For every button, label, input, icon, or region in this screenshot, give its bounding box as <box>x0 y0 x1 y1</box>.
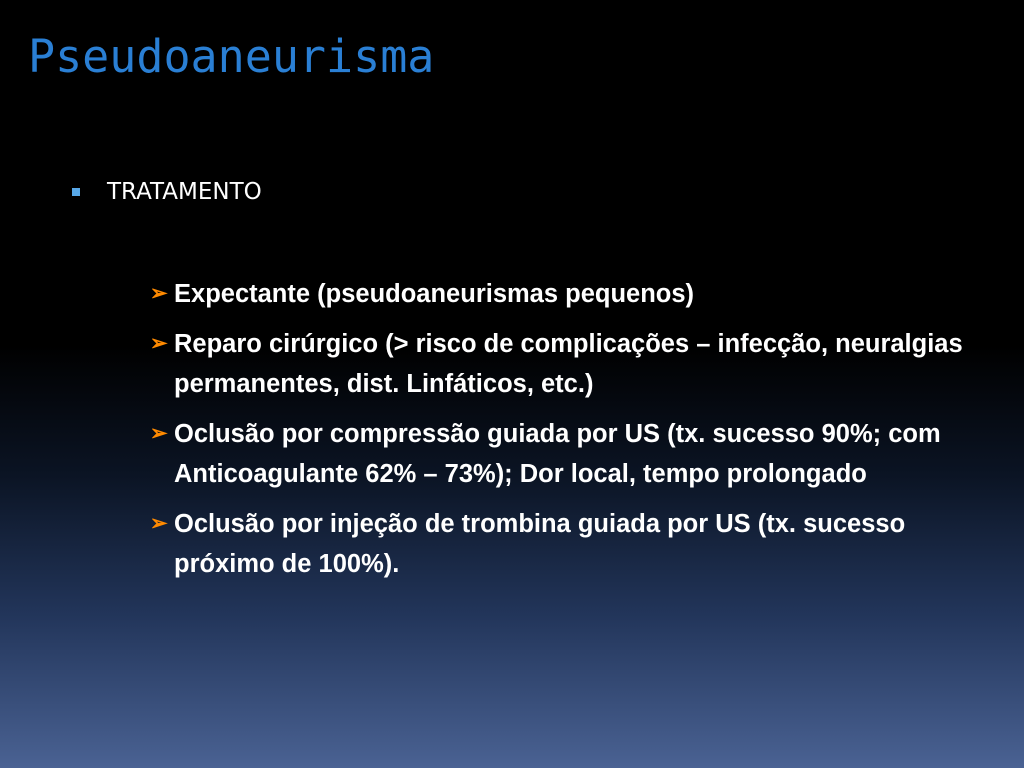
list-item <box>148 414 968 494</box>
square-bullet-icon <box>72 188 80 196</box>
list-item-text: Expectante (pseudoaneurismas pequenos) <box>174 280 695 308</box>
list-item <box>148 274 968 314</box>
section-heading: TRATAMENTO <box>107 179 262 205</box>
arrow-bullet-icon: ➢ <box>150 422 168 445</box>
list-item <box>148 504 968 584</box>
arrow-bullet-icon: ➢ <box>150 332 168 355</box>
list-item-text: Oclusão por injeção de trombina guiada por US (tx. sucesso próximo de 100%). <box>174 510 906 578</box>
list-item-text: Oclusão por compressão guiada por US (tx. sucesso 90%; com Anticoagulante 62% – 73%); Dor local, tempo prolongado <box>174 420 941 488</box>
list-item <box>148 324 968 404</box>
bullet-tratamento <box>72 176 262 208</box>
arrow-bullet-icon: ➢ <box>150 282 168 305</box>
treatment-list <box>148 274 968 594</box>
slide-title: Pseudoaneurisma <box>28 30 435 83</box>
arrow-bullet-icon: ➢ <box>150 512 168 535</box>
list-item-text: Reparo cirúrgico (> risco de complicações – infecção, neuralgias permanentes, dist. Linfáticos, etc.) <box>174 330 963 398</box>
